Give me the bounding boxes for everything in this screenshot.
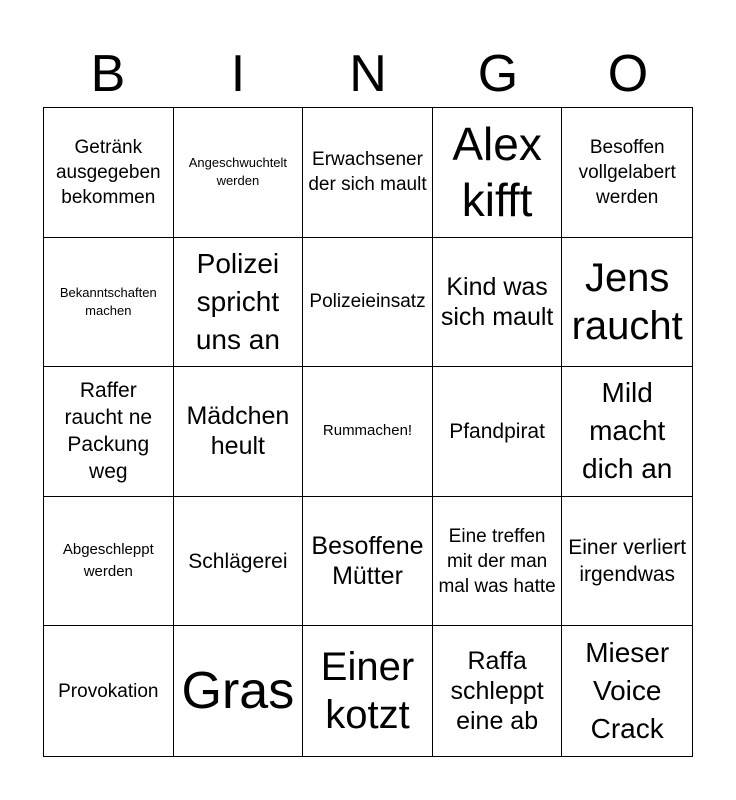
- header-letter-b: B: [90, 45, 126, 103]
- bingo-cell-text: Mieser Voice Crack: [585, 637, 670, 745]
- header-letter-g: G: [477, 45, 519, 103]
- bingo-cell-text: Alex kifft: [452, 118, 542, 227]
- bingo-cell-text: Kind was sich mault: [440, 272, 554, 331]
- bingo-cell-r2c4[interactable]: [433, 238, 563, 368]
- bingo-cell-text: Einer kotzt: [320, 645, 415, 738]
- bingo-cell-text: Angeschwuchtelt werden: [188, 155, 288, 189]
- bingo-cell-text: Jens raucht: [571, 255, 683, 348]
- bingo-cell-r4c5[interactable]: [562, 497, 692, 627]
- bingo-header: [43, 44, 693, 104]
- bingo-cell-text: Mädchen heult: [186, 402, 290, 461]
- bingo-cell-text: Einer verliert irgendwas: [568, 536, 687, 587]
- bingo-grid: [43, 107, 693, 757]
- bingo-cell-r3c1[interactable]: [44, 367, 174, 497]
- bingo-cell-text: Pfandpirat: [449, 419, 545, 443]
- bingo-cell-r1c2[interactable]: [174, 108, 304, 238]
- bingo-cell-r5c4[interactable]: [433, 626, 563, 756]
- bingo-cell-text: Mild macht dich an: [582, 377, 673, 485]
- bingo-cell-text: Eine treffen mit der man mal was hatte: [438, 525, 556, 597]
- bingo-cell-text: Bekanntschaften machen: [59, 284, 157, 318]
- bingo-cell-r5c1[interactable]: [44, 626, 174, 756]
- bingo-cell-r1c4[interactable]: [433, 108, 563, 238]
- bingo-cell-r2c3[interactable]: [303, 238, 433, 368]
- bingo-cell-text: Erwachsener der sich mault: [308, 149, 427, 196]
- bingo-cell-text: Besoffen vollgelabert werden: [578, 136, 676, 208]
- bingo-cell-text: Rummachen!: [322, 422, 413, 440]
- bingo-cell-r2c2[interactable]: [174, 238, 304, 368]
- bingo-cell-r4c3[interactable]: [303, 497, 433, 627]
- bingo-cell-text: Getränk ausgegeben bekommen: [55, 136, 161, 208]
- bingo-cell-r1c3[interactable]: [303, 108, 433, 238]
- bingo-cell-text: Gras: [181, 662, 295, 721]
- bingo-cell-r3c5[interactable]: [562, 367, 692, 497]
- bingo-cell-r4c4[interactable]: [433, 497, 563, 627]
- header-letter-n: N: [349, 45, 387, 103]
- bingo-cell-r3c3[interactable]: [303, 367, 433, 497]
- bingo-cell-text: Abgeschleppt werden: [62, 541, 154, 581]
- bingo-cell-r1c1[interactable]: [44, 108, 174, 238]
- bingo-cell-text: Provokation: [58, 680, 159, 702]
- bingo-cell-text: Schlägerei: [188, 549, 288, 573]
- bingo-cell-text: Besoffene Mütter: [311, 532, 424, 591]
- bingo-cell-text: Polizei spricht uns an: [195, 247, 280, 355]
- header-letter-o: O: [607, 45, 649, 103]
- bingo-cell-r5c5[interactable]: [562, 626, 692, 756]
- bingo-cell-r4c1[interactable]: [44, 497, 174, 627]
- bingo-cell-r4c2[interactable]: [174, 497, 304, 627]
- bingo-cell-text: Raffer raucht ne Packung weg: [64, 379, 153, 484]
- bingo-cell-r2c5[interactable]: [562, 238, 692, 368]
- header-letter-i: I: [230, 45, 246, 103]
- bingo-cell-r5c3[interactable]: [303, 626, 433, 756]
- bingo-cell-text: Polizeieinsatz: [309, 291, 426, 313]
- bingo-cell-r3c4[interactable]: [433, 367, 563, 497]
- bingo-cell-r2c1[interactable]: [44, 238, 174, 368]
- bingo-cell-r1c5[interactable]: [562, 108, 692, 238]
- bingo-cell-text: Raffa schleppt eine ab: [450, 647, 544, 736]
- bingo-cell-r5c2[interactable]: [174, 626, 304, 756]
- bingo-cell-r3c2[interactable]: [174, 367, 304, 497]
